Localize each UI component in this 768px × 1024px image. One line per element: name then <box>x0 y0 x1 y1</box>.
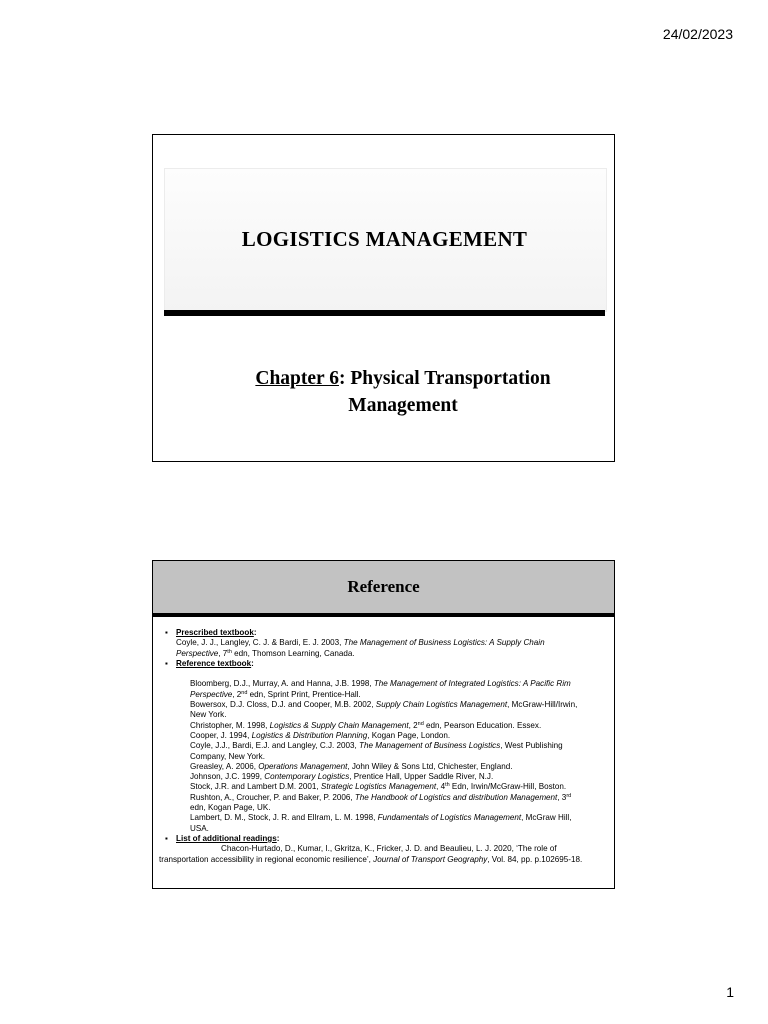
reference-entry <box>159 793 589 814</box>
chapter-title-line1: : Physical Transportation <box>338 368 551 389</box>
ref-title-italic: Contemporary Logistics <box>264 772 350 782</box>
chapter-heading <box>213 365 593 419</box>
ref-text: Rushton, A., Croucher, P. and Baker, P. 2006, <box>190 792 355 802</box>
ref-title-italic: Logistics & Supply Chain Management <box>269 720 409 730</box>
ref-title-italic: The Management of Business Logistics <box>359 741 501 751</box>
ref-text: , 4 <box>436 782 446 792</box>
ref-text: edn, Sprint Print, Prentice-Hall. <box>247 689 361 699</box>
reference-label: Reference textbook <box>176 658 252 668</box>
ref-sup: nd <box>417 720 424 727</box>
additional-readings-item: ▪ List of additional readings: <box>159 834 589 844</box>
ref-text: Lambert, D. M., Stock, J. R. and Ellram, L. M. 1998, <box>190 813 378 823</box>
reference-entry <box>159 679 589 700</box>
ref-title-italic: The Handbook of Logistics and distribution Management <box>354 792 558 802</box>
title-divider-bar <box>164 310 605 316</box>
ref-title-italic: The Management of Business Logistics: A Supply Chain Perspective <box>176 638 545 658</box>
ref-text: Greasley, A. 2006, <box>190 761 259 771</box>
reference-entry <box>159 782 589 792</box>
reference-header-shadow <box>153 614 614 617</box>
reference-list <box>159 628 589 865</box>
page-date: 24/02/2023 <box>662 26 733 42</box>
ref-sup: rd <box>566 792 572 799</box>
additional-label: List of additional readings <box>176 833 277 843</box>
reference-entry <box>159 813 589 834</box>
ref-text: , 2 <box>232 689 242 699</box>
ref-sup: th <box>227 648 232 655</box>
ref-title-italic: Strategic Logistics Management <box>320 782 437 792</box>
ref-sup: th <box>445 782 450 789</box>
ref-text: edn, Thomson Learning, Canada. <box>231 648 355 658</box>
ref-title-italic: Journal of Transport Geography <box>373 854 488 864</box>
ref-sup: nd <box>241 689 248 696</box>
ref-title-italic: The Management of Integrated Logistics: A Pacific Rim Perspective <box>190 679 571 699</box>
additional-reading-entry <box>159 844 589 865</box>
page-number: 1 <box>726 984 734 1000</box>
reference-title: Reference <box>347 577 420 596</box>
reference-entry <box>159 762 589 772</box>
ref-text: , 7 <box>218 648 228 658</box>
ref-text: Bloomberg, D.J., Murray, A. and Hanna, J.B. 1998, <box>190 679 374 689</box>
ref-text: , 2 <box>408 720 418 730</box>
chapter-title-line2: Management <box>348 395 458 416</box>
ref-text: , West Publishing Company, New York. <box>190 741 563 761</box>
ref-text: edn, Kogan Page, UK. <box>190 803 271 813</box>
ref-text: , Prentice Hall, Upper Saddle River, N.J. <box>349 772 494 782</box>
ref-text: , 3 <box>557 792 567 802</box>
title-slide <box>152 134 615 462</box>
ref-text: , John Wiley & Sons Ltd, Chichester, England. <box>347 761 513 771</box>
ref-title-italic: Fundamentals of Logistics Management <box>377 813 522 823</box>
reference-entry <box>159 731 589 741</box>
chapter-label: Chapter 6 <box>255 368 339 389</box>
slide-title: LOGISTICS MANAGEMENT <box>241 227 528 251</box>
reference-entry <box>159 700 589 721</box>
prescribed-textbook-item: ▪ Prescribed textbook: Coyle, J. J., Langley, C. J. & Bardi, E. J. 2003, The Management of Business Logistics: A Supply Chain Perspective, 7th edn, Thomson Learning, Canada. <box>159 628 589 659</box>
ref-text: Johnson, J.C. 1999, <box>190 772 265 782</box>
reference-entry <box>159 721 589 731</box>
reference-entry <box>159 741 589 762</box>
ref-text: , McGraw-Hill/Irwin, New York. <box>190 700 578 720</box>
ref-title-italic: Supply Chain Logistics Management <box>375 700 508 710</box>
ref-text: edn, Pearson Education. Essex. <box>423 720 542 730</box>
ref-text: Bowersox, D.J. Closs, D.J. and Cooper, M.B. 2002, <box>190 700 376 710</box>
reference-slide <box>152 560 615 889</box>
ref-text: Coyle, J. J., Langley, C. J. & Bardi, E. J. 2003, <box>176 638 344 648</box>
ref-text: , Kogan Page, London. <box>367 730 451 740</box>
reference-entry <box>159 772 589 782</box>
ref-title-italic: Logistics & Distribution Planning <box>251 730 368 740</box>
prescribed-label: Prescribed textbook <box>176 628 254 637</box>
ref-text: , Vol. 84, pp. p.102695-18. <box>487 854 583 864</box>
ref-text: Coyle, J.J., Bardi, E.J. and Langley, C.J. 2003, <box>190 741 360 751</box>
reference-textbook-item: ▪ Reference textbook: <box>159 659 589 669</box>
ref-text: Chacon-Hurtado, D., Kumar, I., Gkritza, K., Fricker, J. D. and Beaulieu, L. J. 2020, ‘The role of transportation accessibility in regional economic resilience’, <box>159 844 557 864</box>
ref-text: Cooper, J. 1994, <box>190 730 252 740</box>
ref-text: Stock, J.R. and Lambert D.M. 2001, <box>190 782 321 792</box>
reference-header <box>153 561 614 614</box>
ref-text: Christopher, M. 1998, <box>190 720 270 730</box>
ref-text: Edn, Irwin/McGraw-Hill, Boston. <box>449 782 567 792</box>
ref-title-italic: Operations Management <box>258 761 348 771</box>
ref-text: , McGraw Hill, USA. <box>190 813 572 833</box>
